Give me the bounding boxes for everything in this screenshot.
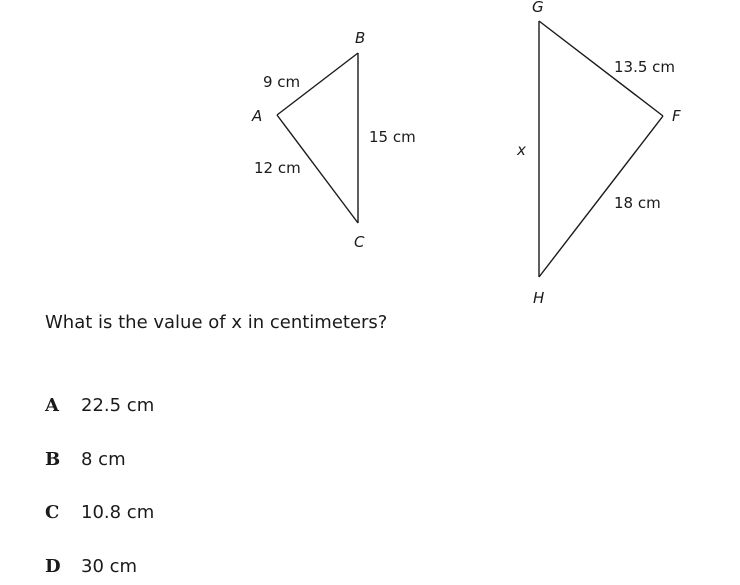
choice-letter: C: [45, 501, 60, 523]
side-label-ab: 9 cm: [263, 73, 301, 91]
answer-choice-d[interactable]: [45, 553, 137, 579]
vertex-label-a: A: [252, 107, 263, 125]
side-label-gf: 13.5 cm: [614, 58, 676, 76]
vertex-label-h: H: [533, 289, 545, 307]
choice-text: 8 cm: [81, 448, 126, 470]
vertex-label-b: B: [355, 29, 366, 47]
triangle-gfh: [516, 0, 681, 307]
choice-text: 30 cm: [81, 555, 138, 577]
choice-text: 10.8 cm: [81, 501, 155, 523]
choice-letter: D: [45, 555, 61, 577]
side-label-ac: 12 cm: [254, 159, 301, 177]
vertex-label-f: F: [672, 107, 681, 125]
answer-choice-b[interactable]: [45, 446, 126, 472]
answer-choice-c[interactable]: [45, 499, 154, 525]
triangle-abc: [251, 29, 416, 251]
vertex-label-g: G: [532, 0, 544, 16]
side-label-gh: x: [517, 141, 526, 159]
question-text: What is the value of x in centimeters?: [45, 312, 388, 333]
choice-text: 22.5 cm: [81, 394, 155, 416]
vertex-label-c: C: [354, 233, 365, 251]
side-label-bc: 15 cm: [369, 128, 416, 146]
choice-letter: A: [45, 394, 59, 416]
side-label-fh: 18 cm: [614, 194, 661, 212]
choice-letter: B: [45, 448, 61, 470]
answer-choice-a[interactable]: [45, 392, 154, 418]
